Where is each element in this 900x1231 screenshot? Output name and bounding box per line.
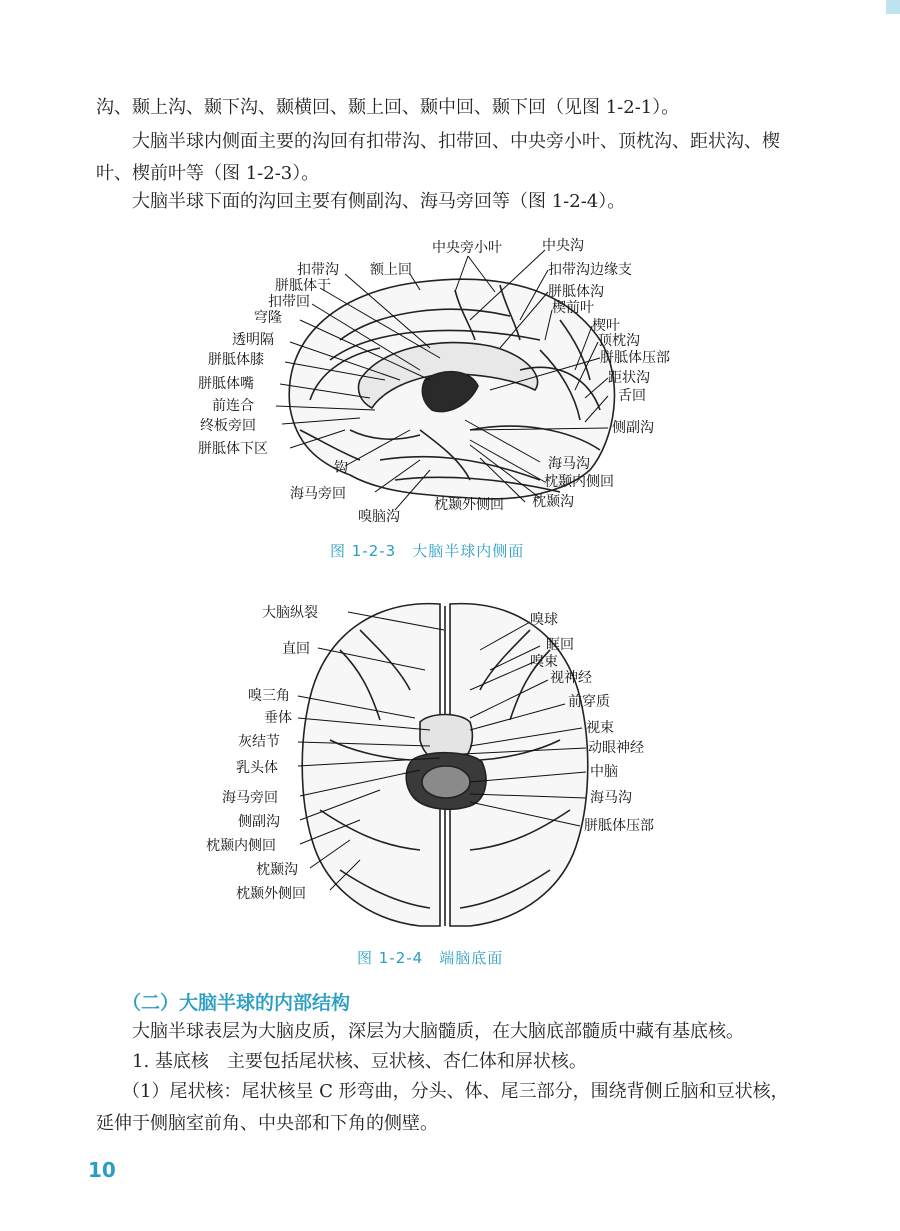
figure-label: 中央旁小叶 <box>432 240 502 256</box>
figure-label: 嗅球 <box>530 612 558 628</box>
figure-label: 乳头体 <box>236 760 278 776</box>
figure-label: 胼胝体压部 <box>600 350 670 366</box>
figure-label: 侧副沟 <box>238 814 280 830</box>
figure-label: 扣带沟 <box>297 262 339 278</box>
figure-label: 大脑纵裂 <box>262 605 318 621</box>
figure-label: 枕颞内侧回 <box>544 474 614 490</box>
figure-label: 嗅三角 <box>248 688 290 704</box>
figure-caption: 图 1-2-4 端脑底面 <box>357 949 504 967</box>
figure-label: 距状沟 <box>608 370 650 386</box>
figure-label: 海马沟 <box>548 456 590 472</box>
paragraph: 1. 基底核 主要包括尾状核、豆状核、杏仁体和屏状核。 <box>132 1051 587 1072</box>
figure-label: 侧副沟 <box>612 420 654 436</box>
figure-label: 灰结节 <box>238 734 280 750</box>
figure-label: 枕颞内侧回 <box>206 838 276 854</box>
page-number: 10 <box>88 1158 116 1182</box>
figure-label: 垂体 <box>264 710 292 726</box>
paragraph: 大脑半球内侧面主要的沟回有扣带沟、扣带回、中央旁小叶、顶枕沟、距状沟、楔叶、楔前叶等（图 1-2-3）。 <box>96 131 780 184</box>
paragraph: 沟、颞上沟、颞下沟、颞横回、颞上回、颞中回、颞下回（见图 1-2-1）。 <box>96 97 680 118</box>
figure-label: 胼胝体干 <box>275 278 331 294</box>
figure-label: 海马沟 <box>590 790 632 806</box>
figure-label: 胼胝体沟 <box>548 284 604 300</box>
figure-label: 动眼神经 <box>588 740 644 756</box>
figure-label: 嗅束 <box>530 654 558 670</box>
paragraph: （1）尾状核：尾状核呈 C 形弯曲，分头、体、尾三部分，围绕背侧丘脑和豆状核，延伸于侧脑室前角、中央部和下角的侧壁。 <box>96 1081 789 1134</box>
figure-brain-base <box>0 590 900 930</box>
figure-label: 嗅脑沟 <box>358 509 400 525</box>
figure-label: 扣带回 <box>268 294 310 310</box>
figure-label: 视束 <box>586 720 614 736</box>
figure-label: 直回 <box>282 641 310 657</box>
brain-base-illustration <box>302 604 588 926</box>
figure-label: 胼胝体下区 <box>198 441 268 457</box>
figure-label: 海马旁回 <box>222 790 278 806</box>
figure-label: 终板旁回 <box>200 418 256 434</box>
figure-label: 海马旁回 <box>290 486 346 502</box>
figure-label: 舌回 <box>618 388 646 404</box>
figure-label: 视神经 <box>550 670 592 686</box>
figure-label: 胼胝体压部 <box>584 818 654 834</box>
figure-label: 中脑 <box>590 764 618 780</box>
figure-caption: 图 1-2-3 大脑半球内侧面 <box>330 542 525 560</box>
figure-label: 前连合 <box>212 398 254 414</box>
figure-label: 枕颞沟 <box>532 494 574 510</box>
figure-label: 穹隆 <box>254 310 282 326</box>
figure-label: 胼胝体膝 <box>208 352 264 368</box>
figure-label: 顶枕沟 <box>598 333 640 349</box>
figure-label: 枕颞外侧回 <box>434 497 504 513</box>
figure-label: 胼胝体嘴 <box>198 376 254 392</box>
paragraph: 大脑半球下面的沟回主要有侧副沟、海马旁回等（图 1-2-4）。 <box>132 191 626 212</box>
figure-label: 眶回 <box>546 637 574 653</box>
corner-tab <box>886 0 900 14</box>
figure-label: 中央沟 <box>542 238 584 254</box>
paragraph: 大脑半球表层为大脑皮质，深层为大脑髓质，在大脑底部髓质中藏有基底核。 <box>132 1021 744 1042</box>
figure-label: 钩 <box>334 460 348 476</box>
figure-label: 枕颞沟 <box>256 862 298 878</box>
figure-label: 扣带沟边缘支 <box>548 262 632 278</box>
figure-label: 额上回 <box>370 262 412 278</box>
figure-label: 楔前叶 <box>552 300 594 316</box>
figure-label: 楔叶 <box>592 318 620 334</box>
figure-label: 透明隔 <box>232 332 274 348</box>
section-heading: （二）大脑半球的内部结构 <box>122 992 351 1014</box>
figure-label: 枕颞外侧回 <box>236 886 306 902</box>
figure-label: 前穿质 <box>568 694 610 710</box>
